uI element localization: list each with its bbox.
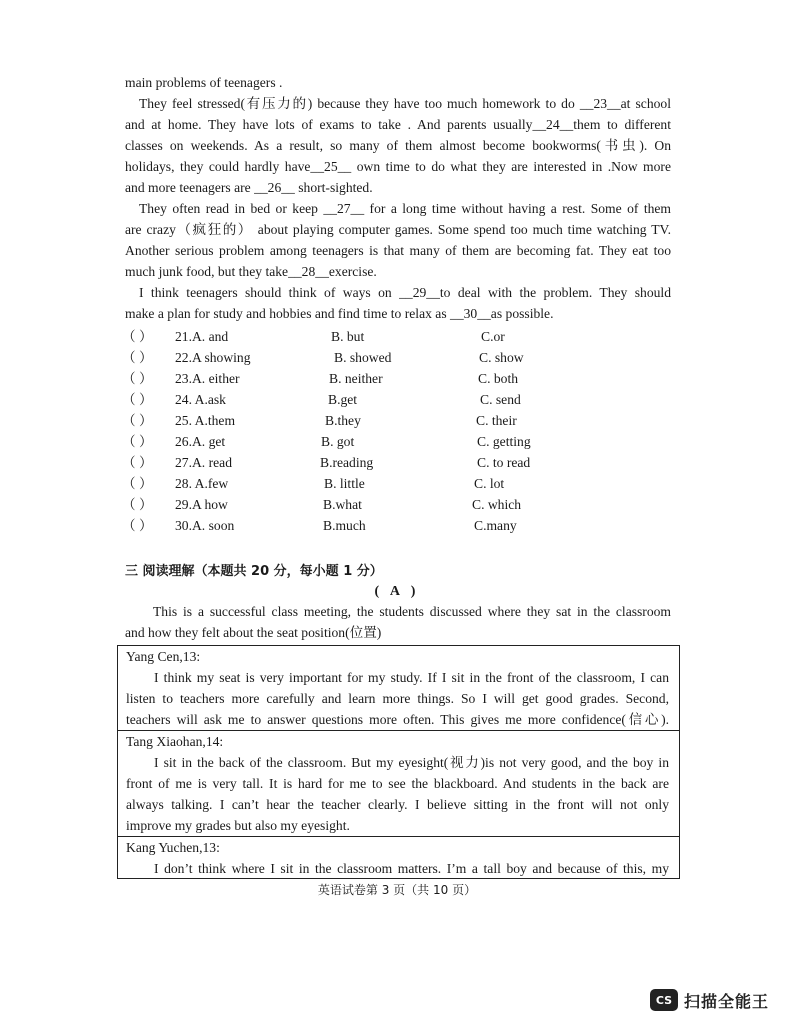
answer-paren[interactable]: （ ） <box>122 455 153 470</box>
entry-line: teachers will ask me to answer questions more often. This gives me more confidence(信心). <box>126 712 669 727</box>
entry-name: Yang Cen,13: <box>126 649 201 664</box>
option-a: 26.A. get <box>175 434 226 449</box>
option-b: B.reading <box>320 455 374 470</box>
option-b: B. got <box>321 434 355 449</box>
option-b: B.get <box>328 392 358 407</box>
watermark-text: 扫描全能王 <box>684 991 770 1011</box>
passage-line: and at home. They have lots of exams to take . And parents usually__24__them to different <box>125 117 671 132</box>
reading-intro <box>125 601 671 643</box>
option-row <box>0 431 794 452</box>
option-a: 24. A.ask <box>175 392 226 407</box>
option-b: B. little <box>324 476 365 491</box>
option-a: 22.A showing <box>175 350 251 365</box>
passage-line: make a plan for study and hobbies and find time to relax as __30__as possible. <box>125 306 554 321</box>
entry-yang-cen <box>126 646 669 730</box>
intro-line: This is a successful class meeting, the students discussed where they sat in the classroom <box>153 604 671 619</box>
option-c: C. both <box>478 371 519 386</box>
option-b: B. showed <box>334 350 392 365</box>
option-b: B. neither <box>329 371 383 386</box>
option-b: B. but <box>331 329 365 344</box>
reading-table <box>117 645 680 879</box>
option-a: 21.A. and <box>175 329 229 344</box>
entry-line: always talking. I can’t hear the teacher clearly. I believe sitting in the front will not only <box>126 797 669 812</box>
option-a: 25. A.them <box>175 413 236 428</box>
passage-line: Another serious problem among teenagers is that many of them are becoming fat. They eat too <box>125 243 671 258</box>
answer-paren[interactable]: （ ） <box>122 350 153 365</box>
cloze-passage <box>125 72 671 324</box>
option-c: C. lot <box>474 476 505 491</box>
entry-name: Kang Yuchen,13: <box>126 840 220 855</box>
entry-line: listen to teachers more carefully and learn more things. So I will get good grades. Second, <box>126 691 669 706</box>
passage-line: classes on weekends. As a result, so many of them almost become bookworms(书虫). On <box>125 138 671 153</box>
option-b: B.much <box>323 518 366 533</box>
answer-paren[interactable]: （ ） <box>122 329 153 344</box>
option-c: C. which <box>472 497 522 512</box>
entry-line: I think my seat is very important for my study. If I sit in the front of the classroom, I can <box>154 670 669 685</box>
option-c: C.many <box>474 518 517 533</box>
passage-line: They often read in bed or keep __27__ for a long time without having a rest. Some of them <box>139 201 671 216</box>
option-row <box>0 368 794 389</box>
scanner-watermark <box>650 986 769 1014</box>
option-row <box>0 515 794 536</box>
passage-line: holidays, they could hardly have__25__ own time to do what they are interested in .Now more <box>125 159 671 174</box>
option-c: C.or <box>481 329 505 344</box>
passage-line: They feel stressed(有压力的) because they have too much homework to do __23__at school <box>139 96 671 111</box>
option-b: B.what <box>323 497 362 512</box>
passage-line: much junk food, but they take__28__exercise. <box>125 264 377 279</box>
entry-line: I don’t think where I sit in the classroom matters. I’m a tall boy and because of this, my <box>154 861 669 876</box>
passage-line: are crazy（疯狂的） about playing computer games. Some spend too much time watching TV. <box>125 222 671 237</box>
option-row <box>0 410 794 431</box>
passage-line: I think teenagers should think of ways on __29__to deal with the problem. They should <box>139 285 671 300</box>
passage-line: main problems of teenagers . <box>125 75 283 90</box>
camscanner-logo-icon: CS <box>650 989 678 1011</box>
option-a: 30.A. soon <box>175 518 235 533</box>
answer-paren[interactable]: （ ） <box>122 518 153 533</box>
answer-paren[interactable]: （ ） <box>122 434 153 449</box>
option-row <box>0 389 794 410</box>
entry-line: I sit in the back of the classroom. But my eyesight(视力)is not very good, and the boy in <box>154 755 669 770</box>
entry-line: front of me is very tall. It is hard for me to see the blackboard. And students in the back are <box>126 776 669 791</box>
option-b: B.they <box>325 413 361 428</box>
option-row <box>0 347 794 368</box>
option-a: 29.A how <box>175 497 228 512</box>
answer-paren[interactable]: （ ） <box>122 497 153 512</box>
answer-paren[interactable]: （ ） <box>122 371 153 386</box>
entry-name: Tang Xiaohan,14: <box>126 734 224 749</box>
option-c: C. to read <box>477 455 531 470</box>
option-a: 23.A. either <box>175 371 240 386</box>
answer-paren[interactable]: （ ） <box>122 476 153 491</box>
answer-paren[interactable]: （ ） <box>122 413 153 428</box>
passage-line: and more teenagers are __26__ short-sighted. <box>125 180 373 195</box>
page-footer: 英语试卷第 3 页（共 10 页） <box>317 883 477 897</box>
option-a: 27.A. read <box>175 455 232 470</box>
option-c: C. their <box>476 413 517 428</box>
answer-paren[interactable]: （ ） <box>122 392 153 407</box>
option-row <box>0 473 794 494</box>
option-c: C. show <box>479 350 524 365</box>
option-c: C. send <box>480 392 521 407</box>
option-row <box>0 494 794 515</box>
option-row <box>0 326 794 347</box>
intro-line: and how they felt about the seat position(位置) <box>125 625 382 640</box>
passage-label: ( A ) <box>374 584 420 599</box>
entry-kang-yuchen <box>126 837 669 879</box>
entry-tang-xiaohan <box>126 731 669 836</box>
option-c: C. getting <box>477 434 531 449</box>
section-title: 三 阅读理解（本题共 20 分，每小题 1 分） <box>125 564 383 579</box>
entry-line: improve my grades but also my eyesight. <box>126 818 350 833</box>
option-a: 28. A.few <box>175 476 229 491</box>
option-row <box>0 452 794 473</box>
